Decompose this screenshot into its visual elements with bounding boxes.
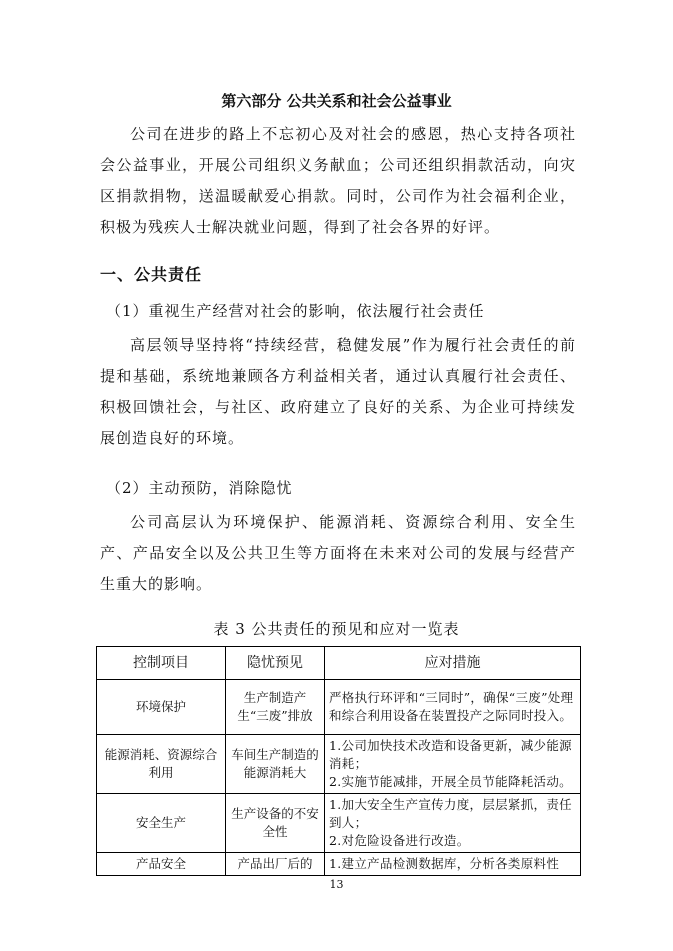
cell-item: 安全生产 (97, 794, 226, 853)
cell-measure: 1.加大安全生产宣传力度，层层紧抓，责任到人； 2.对危险设备进行改造。 (325, 794, 581, 853)
header-risk-forecast: 隐忧预见 (226, 647, 325, 680)
intro-paragraph: 公司在进步的路上不忘初心及对社会的感恩，热心支持各项社会公益事业，开展公司组织义务献血；公司还组织捐款活动，向灾区捐款捐物，送温暖献爱心捐款。同时，公司作为社会福利企业，积极为残疾人士解决就业问题，得到了社会各界的好评。 (100, 125, 576, 236)
page-number: 13 (329, 878, 344, 891)
table-row (97, 794, 581, 853)
cell-measure: 1.公司加快技术改造和设备更新，减少能源消耗； 2.实施节能减排，开展全员节能降耗活动。 (325, 735, 581, 794)
cell-item: 产品安全 (97, 853, 226, 876)
table-row (97, 735, 581, 794)
table-row (97, 680, 581, 735)
subheading-1-body: 高层领导坚持将“持续经营，稳健发展”作为履行社会责任的前提和基础，系统地兼顾各方利益相关者，通过认真履行社会责任、积极回馈社会，与社区、政府建立了良好的关系、为企业可持续发展创造良好的环境。 (100, 336, 576, 447)
cell-measure: 1.建立产品检测数据库，分析各类原料性 (325, 853, 581, 876)
header-measures: 应对措施 (325, 647, 581, 680)
cell-risk: 生产设备的不安全性 (226, 794, 325, 853)
cell-measure: 严格执行环评和“三同时”，确保“三废”处理和综合利用设备在装置投产之际同时投入。 (325, 680, 581, 735)
cell-risk: 生产制造产生“三废”排放 (226, 680, 325, 735)
subheading-2: （2）主动预防，消除隐忧 (106, 479, 293, 497)
subheading-1: （1）重视生产经营对社会的影响，依法履行社会责任 (106, 302, 485, 320)
public-responsibility-table (96, 646, 581, 876)
cell-risk: 产品出厂后的 (226, 853, 325, 876)
cell-risk: 车间生产制造的能源消耗大 (226, 735, 325, 794)
cell-item: 环境保护 (97, 680, 226, 735)
header-control-item: 控制项目 (97, 647, 226, 680)
heading-public-responsibility: 一、公共责任 (100, 265, 203, 284)
table-row (97, 853, 581, 876)
table-header-row (97, 647, 581, 680)
table-caption: 表 3 公共责任的预见和应对一览表 (213, 620, 460, 638)
subheading-2-body: 公司高层认为环境保护、能源消耗、资源综合利用、安全生产、产品安全以及公共卫生等方面将在未来对公司的发展与经营产生重大的影响。 (100, 513, 576, 593)
section-title: 第六部分 公共关系和社会公益事业 (221, 92, 452, 110)
cell-item: 能源消耗、资源综合利用 (97, 735, 226, 794)
